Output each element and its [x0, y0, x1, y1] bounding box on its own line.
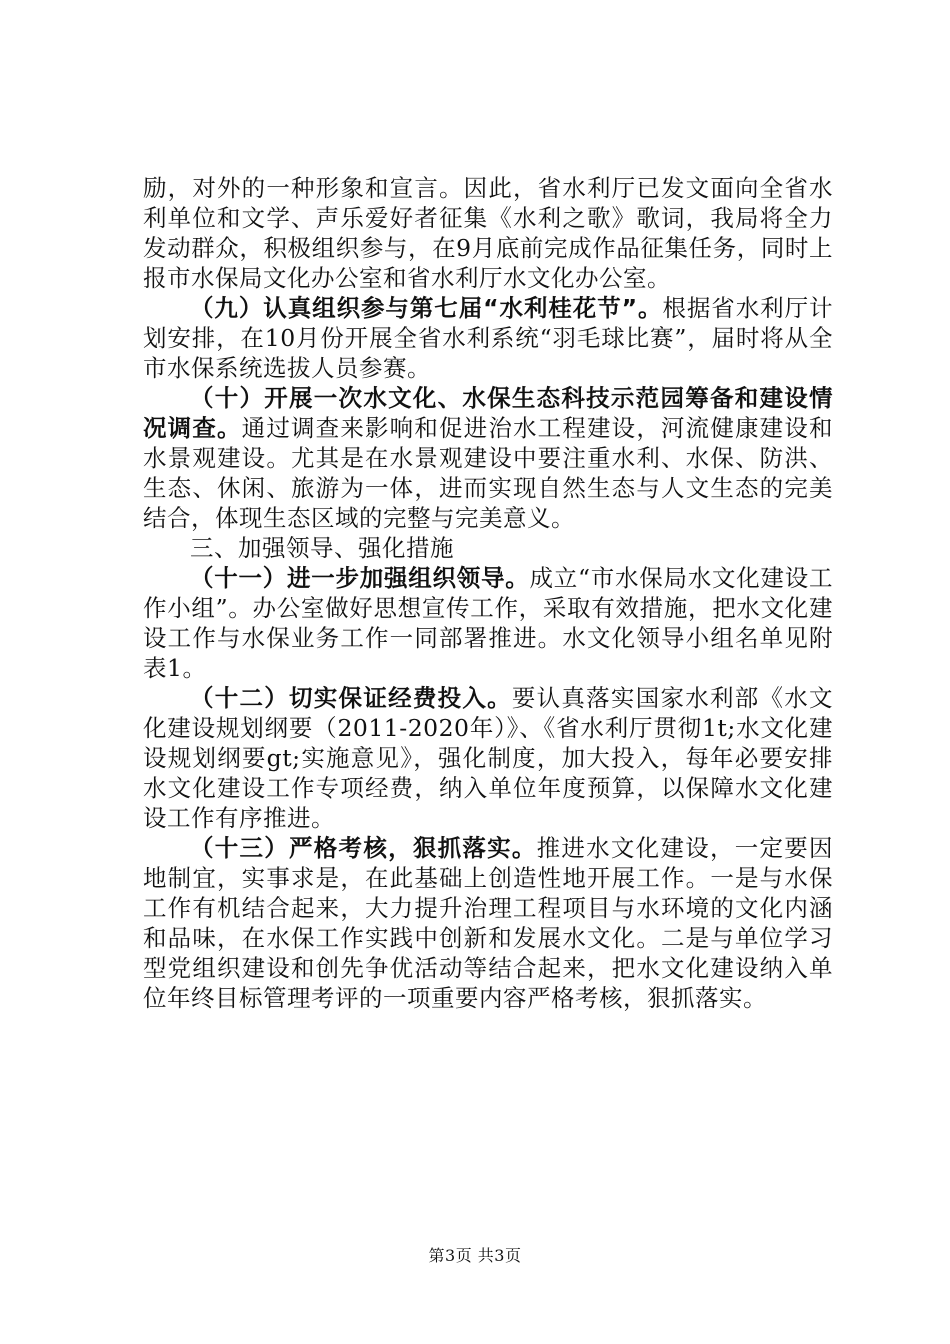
section-heading-text: 三、加强领导、强化措施 [190, 534, 454, 562]
paragraph-text: 励，对外的一种形象和宣言。因此，省水利厅已发文面向全省水利单位和文学、声乐爱好者征集《水利之歌》歌词，我局将全力发动群众，积极组织参与，在9月底前完成作品征集任务，同时上报市水保局文化办公室和省水利厅水文化办公室。 [143, 174, 833, 292]
paragraph-lead: （十三）严格考核，狠抓落实。 [190, 834, 537, 862]
paragraph-item-11 [143, 563, 833, 683]
page-number-label: 第3页 共3页 [428, 1246, 522, 1265]
paragraph-text: 通过调查来影响和促进治水工程建设，河流健康建设和水景观建设。尤其是在水景观建设中要注重水利、水保、防洪、生态、休闲、旅游为一体，进而实现自然生态与人文生态的完美结合，体现生态区域的完整与完美意义。 [143, 414, 834, 532]
paragraph-item-13 [143, 833, 833, 1013]
paragraph-text: 推进水文化建设，一定要因地制宜，实事求是，在此基础上创造性地开展工作。一是与水保工作有机结合起来，大力提升治理工程项目与水环境的文化内涵和品味，在水保工作实践中创新和发展水文化。二是与单位学习型党组织建设和创先争优活动等结合起来，把水文化建设纳入单位年终目标管理考评的一项重要内容严格考核，狠抓落实。 [143, 834, 834, 1012]
paragraph-text: 要认真落实国家水利部《水文化建设规划纲要（2011-2020年）》、《省水利厅贯彻1t;水文化建设规划纲要gt;实施意见》，强化制度，加大投入，每年必要安排水文化建设工作专项经费，纳入单位年度预算，以保障水文化建设工作有序推进。 [143, 684, 834, 832]
paragraph-lead: （九）认真组织参与第七届“水利桂花节”。 [190, 294, 663, 322]
paragraph-text: 根据省水利厅计划安排，在10月份开展全省水利系统“羽毛球比赛”，届时将从全市水保系统选拔人员参赛。 [143, 294, 834, 382]
paragraph-lead: （十）开展一次水文化、水保生态科技示范园筹备和建设情况调查。 [143, 384, 833, 442]
paragraph-lead: （十二）切实保证经费投入。 [190, 684, 512, 712]
paragraph-continued [143, 173, 833, 293]
paragraph-item-12 [143, 683, 833, 833]
paragraph-lead: （十一）进一步加强组织领导。 [190, 564, 530, 592]
paragraph-item-10 [143, 383, 833, 533]
page-footer [0, 1243, 950, 1266]
document-body [143, 173, 833, 1013]
section-heading-3 [143, 533, 833, 563]
paragraph-item-9 [143, 293, 833, 383]
paragraph-text: 成立“市水保局水文化建设工作小组”。办公室做好思想宣传工作，采取有效措施，把水文化建设工作与水保业务工作一同部署推进。水文化领导小组名单见附表1。 [143, 564, 834, 682]
